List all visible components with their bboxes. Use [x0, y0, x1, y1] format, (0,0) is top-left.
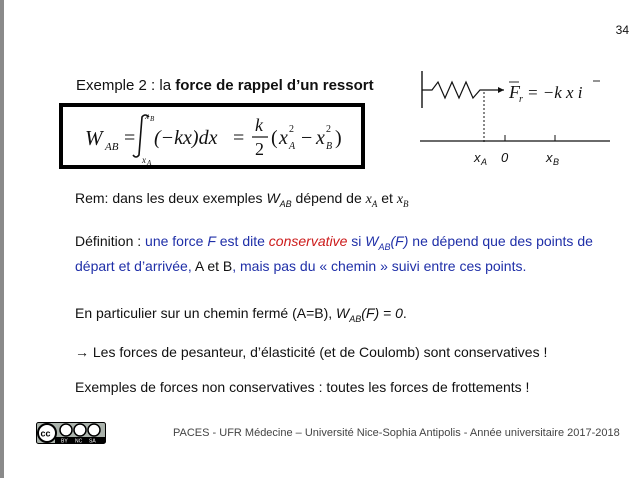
- arrow-right-icon: →: [75, 344, 89, 360]
- sa-label: SA: [89, 438, 96, 444]
- conservative-forces-line: [75, 344, 547, 360]
- spring-icon: [422, 82, 485, 98]
- closed-path-text: En particulier sur un chemin fermé (A=B),: [75, 305, 337, 321]
- formula-xa-sub: A: [289, 141, 296, 152]
- definition-paragraph: [75, 232, 603, 276]
- definition-ab: A et B: [194, 257, 233, 274]
- force-arrow-head: [498, 87, 504, 93]
- remark-w: W: [266, 190, 280, 206]
- remark-xb: x: [396, 192, 404, 207]
- remark-w-sub: AB: [279, 198, 292, 209]
- definition-text-4: ne dépend que des points de départ et d’arrivée,: [75, 233, 593, 274]
- remark-xb-sub: B: [403, 198, 409, 209]
- formula-w-sub: AB: [105, 141, 119, 153]
- nonconservative-line: Exemples de forces non conservatives : toutes les forces de frottements !: [75, 379, 530, 395]
- upper-limit-sub: B: [150, 115, 155, 123]
- definition-label: Définition :: [75, 233, 146, 249]
- integral-sign: [133, 115, 149, 157]
- remark-text-1: Rem: dans les deux exemples: [75, 190, 267, 206]
- example-title: [76, 77, 374, 94]
- closed-path-w-arg: (F) = 0: [361, 305, 403, 321]
- force-equation: = −k x i: [527, 83, 583, 102]
- formula-xb-sup: 2: [326, 124, 331, 135]
- formula-xa: x: [279, 127, 288, 149]
- conservative-forces-text: Les forces de pesanteur, d’élasticité (et de Coulomb) sont conservatives !: [89, 344, 548, 360]
- fraction-numerator: k: [255, 115, 263, 135]
- remark-line: [75, 190, 409, 209]
- lower-limit: x: [142, 155, 146, 165]
- xb-label-sub: B: [553, 157, 560, 167]
- closed-path-w-sub: AB: [349, 313, 362, 324]
- formula-equals-1: =: [124, 127, 136, 149]
- definition-conservative: conservative: [268, 233, 348, 249]
- remark-text-3: et: [377, 190, 397, 206]
- cc-label: cc: [40, 428, 51, 439]
- definition-text-2: est dite: [215, 233, 269, 249]
- fraction-denominator: 2: [255, 139, 264, 159]
- definition-text-1: une force: [145, 233, 208, 249]
- force-label: F: [509, 82, 520, 102]
- paren-close: ): [335, 127, 342, 149]
- example-prefix: Exemple 2 : la: [76, 77, 176, 94]
- by-icon: [60, 424, 72, 436]
- definition-w: W: [365, 233, 379, 249]
- closed-path-line: [75, 305, 407, 324]
- cc-license-badge: [36, 422, 106, 444]
- slide-left-border: [0, 0, 4, 478]
- definition-w-sub: AB: [378, 241, 391, 252]
- example-bold-title: force de rappel d’un ressort: [175, 77, 374, 94]
- work-formula-box: [59, 103, 365, 169]
- definition-text-5: , mais pas du « chemin » suivi entre ces points.: [232, 257, 527, 274]
- definition-f: F: [207, 233, 216, 249]
- remark-text-2: dépend de: [291, 190, 366, 206]
- formula-xa-sup: 2: [289, 124, 294, 135]
- integrand: (−kx)dx: [154, 127, 218, 149]
- xa-label: x: [474, 150, 481, 165]
- formula-minus: −: [301, 127, 313, 149]
- definition-w-arg: (F): [390, 233, 409, 249]
- page-number: 34: [615, 23, 629, 37]
- xa-label-sub: A: [481, 157, 488, 167]
- closed-path-w: W: [336, 305, 350, 321]
- sa-icon: [88, 424, 100, 436]
- formula-w: W: [85, 126, 103, 150]
- closed-path-end: .: [402, 305, 407, 321]
- force-label-sub: r: [519, 94, 523, 105]
- by-label: BY: [61, 438, 68, 444]
- remark-xa: x: [365, 192, 372, 207]
- formula-xb: x: [316, 127, 325, 149]
- footer-text: PACES - UFR Médecine – Université Nice-Sophia Antipolis - Année universitaire 2017-2018: [173, 427, 620, 439]
- formula-equals-2: =: [233, 127, 245, 149]
- nc-icon: [74, 424, 86, 436]
- zero-label: 0: [501, 150, 509, 165]
- lower-limit-sub: A: [147, 159, 152, 165]
- paren-open: (: [271, 127, 278, 149]
- spring-diagram: [410, 68, 615, 170]
- work-formula: [63, 107, 361, 165]
- definition-text-3: si: [347, 233, 366, 249]
- nc-label: NC: [75, 438, 83, 444]
- formula-xb-sub: B: [326, 141, 333, 152]
- xb-label: x: [546, 150, 553, 165]
- remark-xa-sub: A: [371, 198, 378, 209]
- upper-limit: x: [145, 111, 149, 121]
